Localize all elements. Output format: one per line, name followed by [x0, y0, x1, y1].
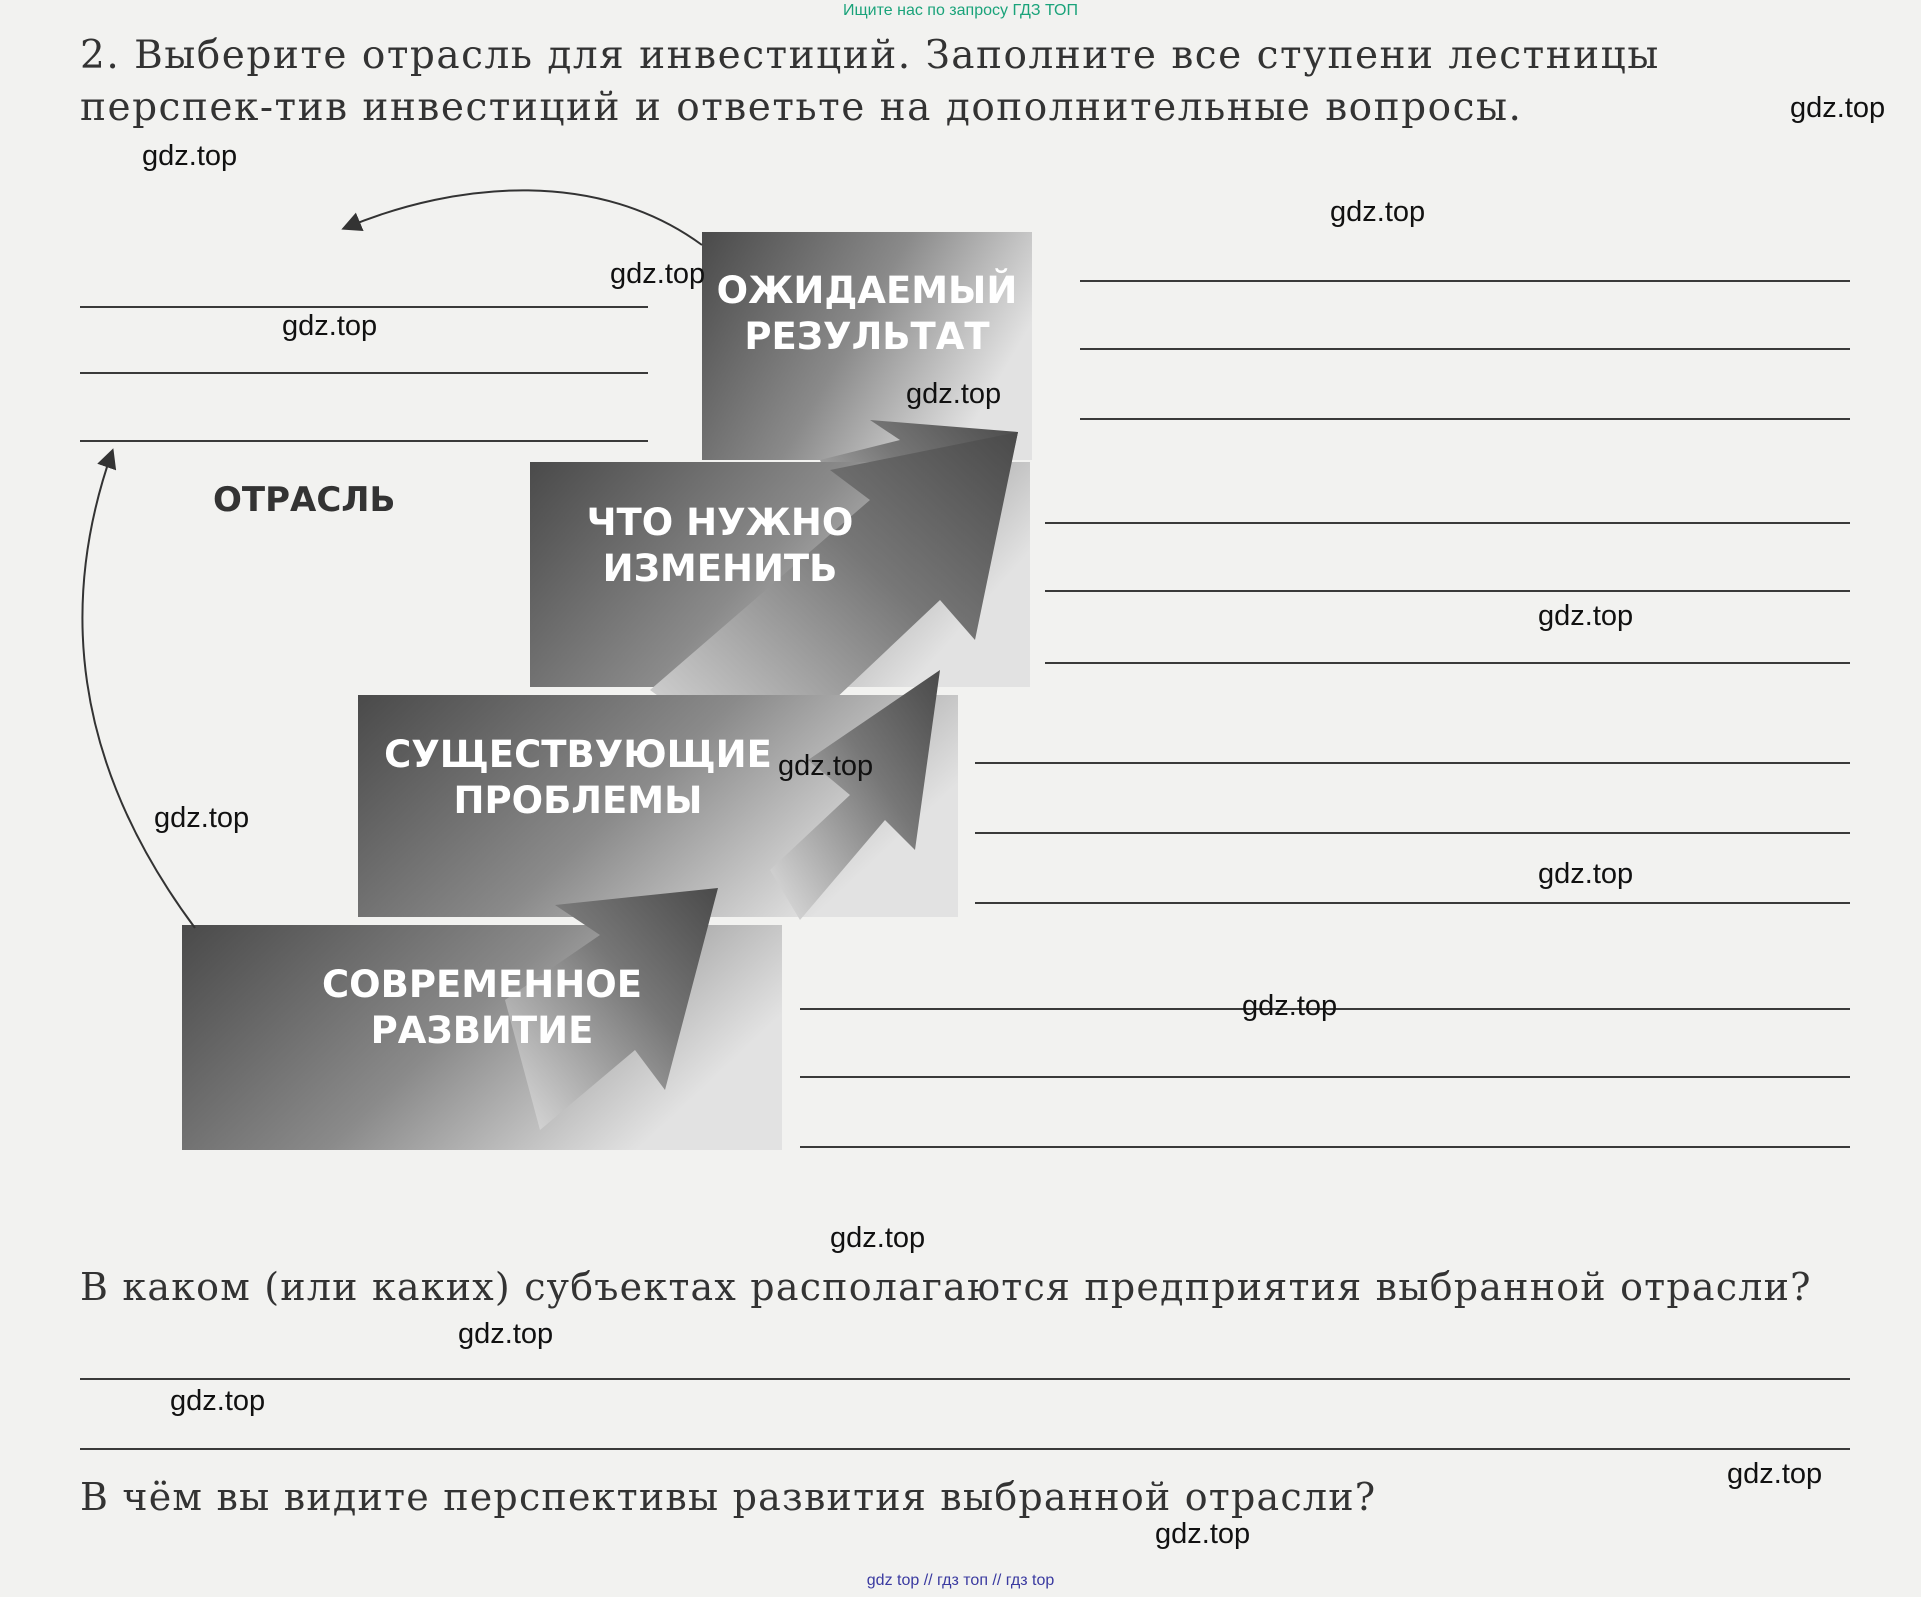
watermark: gdz.top — [778, 750, 874, 782]
watermark: gdz.top — [1538, 600, 1634, 632]
curved-arrow-left — [82, 452, 195, 928]
watermark: gdz.top — [1242, 990, 1338, 1022]
watermark: gdz.top — [142, 140, 238, 172]
answer-line[interactable] — [800, 1076, 1850, 1078]
industry-label: ОТРАСЛЬ — [213, 480, 396, 520]
watermark: gdz.top — [1727, 1458, 1823, 1490]
watermark: gdz.top — [906, 378, 1002, 410]
question-2: В чём вы видите перспективы развития выбранной отрасли? — [80, 1475, 1377, 1519]
watermark: gdz.top — [170, 1385, 266, 1417]
watermark: gdz.top — [610, 258, 706, 290]
curved-arrow-top — [345, 190, 702, 245]
step-label-what-to-change: ЧТО НУЖНО ИЗМЕНИТЬ — [586, 501, 854, 590]
watermark: gdz.top — [154, 802, 250, 834]
answer-line[interactable] — [800, 1146, 1850, 1148]
answer-line[interactable] — [975, 762, 1850, 764]
top-banner[interactable]: Ищите нас по запросу ГДЗ ТОП — [843, 2, 1078, 19]
watermark: gdz.top — [1790, 92, 1886, 124]
bottom-banner[interactable]: gdz top // гдз топ // гдз top — [866, 1572, 1055, 1589]
watermark: gdz.top — [1155, 1518, 1251, 1550]
answer-line[interactable] — [975, 902, 1850, 904]
watermark: gdz.top — [458, 1318, 554, 1350]
step-label-current-development: СОВРЕМЕННОЕ РАЗВИТИЕ — [322, 963, 642, 1052]
answer-line[interactable] — [80, 306, 648, 308]
step-label-expected-result: ОЖИДАЕМЫЙ РЕЗУЛЬТАТ — [716, 269, 1018, 358]
answer-line[interactable] — [80, 1378, 1850, 1380]
answer-line[interactable] — [975, 832, 1850, 834]
question-1: В каком (или каких) субъектах располагаются предприятия выбранной отрасли? — [80, 1265, 1812, 1309]
answer-line[interactable] — [1045, 522, 1850, 524]
answer-line[interactable] — [1080, 348, 1850, 350]
answer-line[interactable] — [1045, 590, 1850, 592]
task-text: 2. Выберите отрасль для инвестиций. Заполните все ступени лестницы перспек-тив инвестиций и ответьте на дополнительные вопросы. — [80, 33, 1660, 130]
answer-line[interactable] — [1080, 418, 1850, 420]
answer-line[interactable] — [1080, 280, 1850, 282]
watermark: gdz.top — [282, 310, 378, 342]
watermark: gdz.top — [830, 1222, 926, 1254]
answer-line[interactable] — [80, 1448, 1850, 1450]
answer-line[interactable] — [80, 440, 648, 442]
watermark: gdz.top — [1330, 196, 1426, 228]
watermark: gdz.top — [1538, 858, 1634, 890]
answer-line[interactable] — [80, 372, 648, 374]
step-label-existing-problems: СУЩЕСТВУЮЩИЕ ПРОБЛЕМЫ — [384, 733, 772, 822]
answer-line[interactable] — [1045, 662, 1850, 664]
